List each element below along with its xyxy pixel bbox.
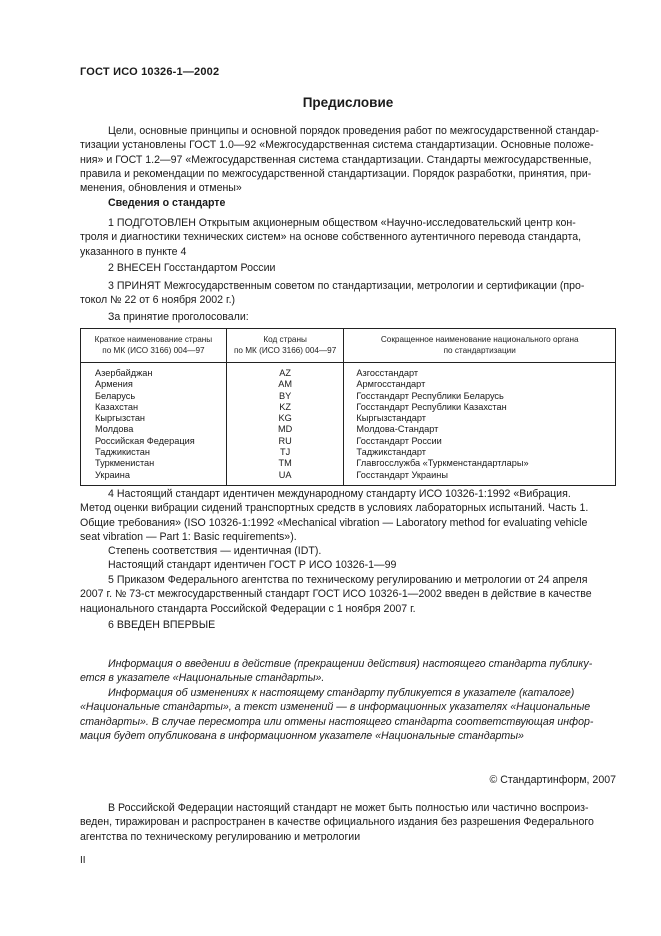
country-cell: Российская Федерация [81,436,227,447]
code-cell: AM [226,379,344,390]
body-cell: Кыргызстандарт [344,413,616,424]
item-4-line: seat vibration — Part 1: Basic requirements»). [80,530,297,543]
country-cell: Украина [81,470,227,486]
intro-paragraph [80,124,616,195]
country-cell: Азербайджан [81,363,227,380]
item-1-line: указанного в пункте 4 [80,245,187,258]
table-row [81,470,616,486]
page-title: Предисловие [302,95,394,110]
page-number: II [80,855,86,866]
intro-line: тизации установлены ГОСТ 1.0—92 «Межгосударственная система стандартизации. Основные положе- [80,139,594,152]
notice-2-line: «Национальные стандарты», а текст изменений — в информационных указателях «Национальные [80,701,591,714]
body-cell: Госстандарт России [344,436,616,447]
code-cell: TM [226,458,344,469]
notice-1-line: Информация о введении в действие (прекращении действия) настоящего стандарта публику- [108,658,593,670]
intro-line: правила и рекомендации по межгосударственной стандартизации. Порядок разработки, принятия, при- [80,167,592,180]
code-cell: BY [226,391,344,402]
footer-line: веден, тиражирован и распространен в качестве официального издания без разрешения Федерального [80,816,594,829]
code-cell: AZ [226,363,344,380]
body-cell: Азгосстандарт [344,363,616,380]
item-4-line: Степень соответствия — идентичная (IDT). [108,545,322,558]
notice-2-line: мация будет опубликована в информационном указателе «Национальные стандарты» [80,729,524,742]
table-row [81,458,616,469]
country-cell: Туркменистан [81,458,227,469]
document-header: ГОСТ ИСО 10326-1—2002 [80,66,220,78]
footer-line: агентства по техническому регулированию и метрологии [80,830,361,843]
body-cell: Таджикстандарт [344,447,616,458]
item-3-line: 3 ПРИНЯТ Межгосударственным советом по стандартизации, метрологии и сертификации (про- [108,280,585,292]
header-country-code: Код страны по МК (ИСО 3166) 004—97 [226,329,344,363]
voting-table [80,328,616,486]
notice-2-line: Информация об изменениях к настоящему стандарту публикуется в указателе (каталоге) [108,687,575,699]
code-cell: UA [226,470,344,486]
item-5-line: национального стандарта Российской Федерации с 1 ноября 2007 г. [80,602,416,615]
item-3 [80,279,616,308]
body-cell: Молдова-Стандарт [344,424,616,435]
item-1 [80,216,616,259]
item-1-line: 1 ПОДГОТОВЛЕН Открытым акционерным обществом «Научно-исследовательский центр кон- [108,217,576,229]
notice-2 [80,686,616,743]
notice-1-line: ется в указателе «Национальные стандарты». [80,672,325,685]
item-4-line: 4 Настоящий стандарт идентичен международному стандарту ИСО 10326-1:1992 «Вибрация. [108,488,571,500]
footer-line: В Российской Федерации настоящий стандарт не может быть полностью или частично воспроиз- [108,802,589,814]
code-cell: KZ [226,402,344,413]
body-cell: Армгосстандарт [344,379,616,390]
country-cell: Армения [81,379,227,390]
item-3-line: токол № 22 от 6 ноября 2002 г.) [80,294,236,307]
table-row [81,379,616,390]
item-4-line: Общие требования» (ISO 10326-1:1992 «Mechanical vibration — Laboratory method for evaluating vehicle [80,516,588,529]
intro-line: менения, обновления и отмены» [80,182,242,195]
table-header-row [81,329,616,363]
body-cell: Госстандарт Республики Беларусь [344,391,616,402]
country-cell: Молдова [81,424,227,435]
code-cell: KG [226,413,344,424]
intro-line: Цели, основные принципы и основной порядок проведения работ по межгосударственной стандар- [108,125,599,137]
table-row [81,402,616,413]
table-row [81,424,616,435]
table-row [81,363,616,380]
copyright-notice: © Стандартинформ, 2007 [489,774,616,786]
code-cell: TJ [226,447,344,458]
country-cell: Беларусь [81,391,227,402]
country-cell: Кыргызстан [81,413,227,424]
item-4-line: Настоящий стандарт идентичен ГОСТ Р ИСО 10326-1—99 [108,559,397,572]
header-country-name: Краткое наименование страны по МК (ИСО 3166) 004—97 [81,329,227,363]
country-cell: Таджикистан [81,447,227,458]
table-row [81,413,616,424]
item-2: 2 ВНЕСЕН Госстандартом России [108,262,276,274]
body-cell: Главгосслужба «Туркменстандартлары» [344,458,616,469]
country-cell: Казахстан [81,402,227,413]
notice-1 [80,657,616,686]
info-heading: Сведения о стандарте [108,197,226,209]
voted-label: За принятие проголосовали: [108,311,249,323]
table-row [81,436,616,447]
item-5-line: 5 Приказом Федерального агентства по техническому регулированию и метрологии от 24 апреля [108,574,588,586]
table-row [81,391,616,402]
body-cell: Госстандарт Республики Казахстан [344,402,616,413]
item-5-line: 2007 г. № 73-ст межгосударственный стандарт ГОСТ ИСО 10326-1—2002 введен в действие в качестве [80,588,592,601]
code-cell: RU [226,436,344,447]
header-standards-body: Сокращенное наименование национального органа по стандартизации [344,329,616,363]
table-row [81,447,616,458]
notice-2-line: стандарты». В случае пересмотра или отмены настоящего стандарта соответствующая инфор- [80,715,594,728]
item-6: 6 ВВЕДЕН ВПЕРВЫЕ [108,619,216,631]
intro-line: ния» и ГОСТ 1.2—97 «Межгосударственная система стандартизации. Стандарты межгосударственные, [80,153,592,166]
code-cell: MD [226,424,344,435]
footer-paragraph [80,801,616,844]
item-4 [80,487,616,573]
item-1-line: троля и диагностики технических систем» на основе собственного аутентичного перевода стандарта, [80,231,582,244]
item-5 [80,573,616,616]
body-cell: Госстандарт Украины [344,470,616,486]
item-4-line: Метод оценки вибрации сидений транспортных средств в условиях лабораторных испытаний. Часть 1. [80,502,589,515]
